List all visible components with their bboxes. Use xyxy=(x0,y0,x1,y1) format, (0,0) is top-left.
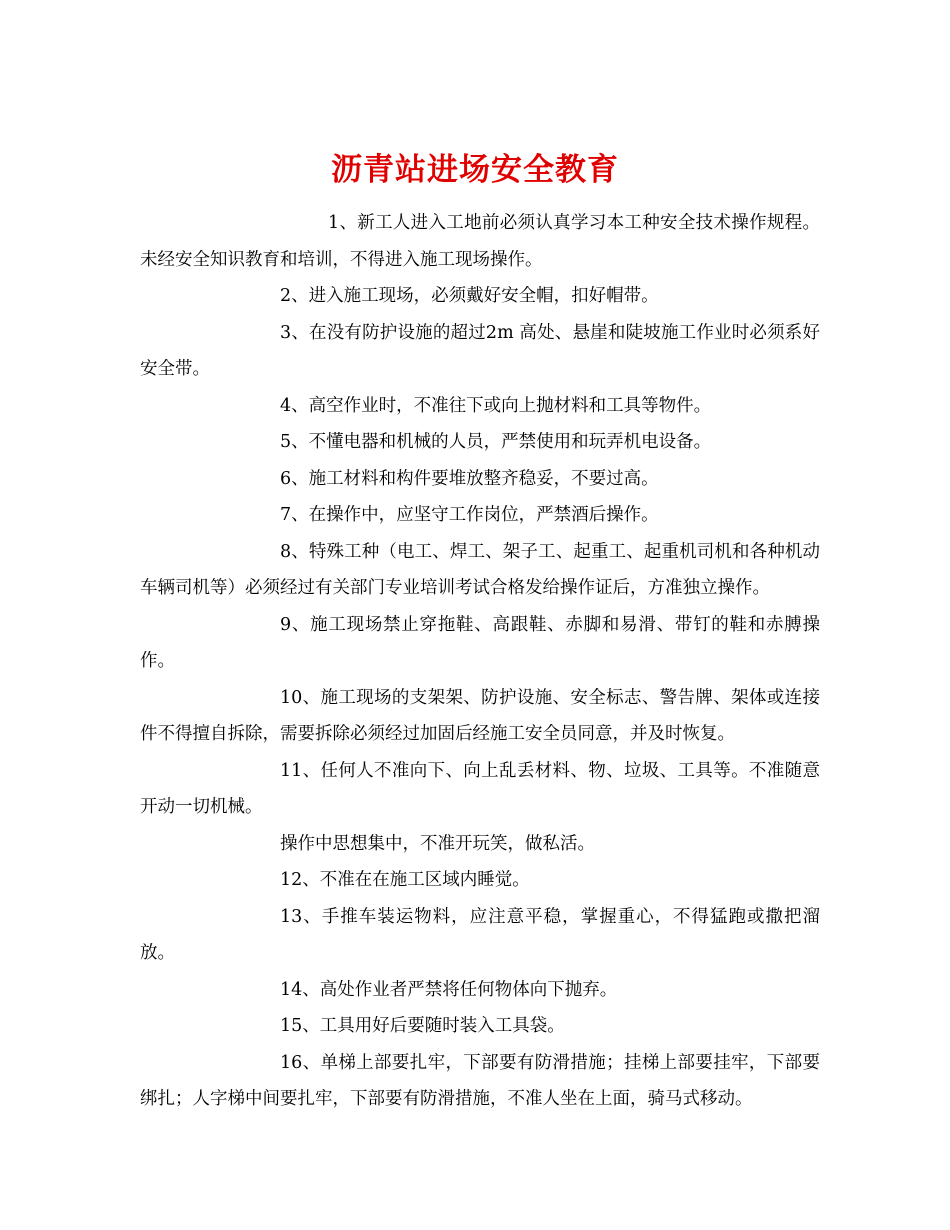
paragraph-focus: 操作中思想集中，不准开玩笑，做私活。 xyxy=(280,833,595,854)
paragraph-9: 9、施工现场禁止穿拖鞋、高跟鞋、赤脚和易滑、带钉的鞋和赤膊操作。 xyxy=(140,614,820,671)
document-title: 沥青站进场安全教育 xyxy=(331,151,619,188)
paragraph-3: 3、在没有防护设施的超过2m 高处、悬崖和陡坡施工作业时必须系好安全带。 xyxy=(140,322,820,379)
paragraph-10: 10、施工现场的支架架、防护设施、安全标志、警告牌、架体或连接件不得擅自拆除，需要拆除必须经过加固后经施工安全员同意，并及时恢复。 xyxy=(140,687,820,744)
paragraph-2: 2、进入施工现场，必须戴好安全帽，扣好帽带。 xyxy=(280,286,659,306)
paragraph-7: 7、在操作中，应坚守工作岗位，严禁酒后操作。 xyxy=(280,505,659,525)
paragraph-8: 8、特殊工种（电工、焊工、架子工、起重工、起重机司机和各种机动车辆司机等）必须经过有关部门专业培训考试合格发给操作证后，方准独立操作。 xyxy=(140,541,820,598)
paragraph-6: 6、施工材料和构件要堆放整齐稳妥，不要过高。 xyxy=(280,468,659,489)
paragraph-16: 16、单梯上部要扎牢，下部要有防滑措施；挂梯上部要挂牢，下部要绑扎；人字梯中间要扎牢，下部要有防滑措施，不准人坐在上面，骑马式移动。 xyxy=(140,1052,820,1109)
paragraph-1: 1、新工人进入工地前必须认真学习本工种安全技术操作规程。未经安全知识教育和培训，不得进入施工现场操作。 xyxy=(140,213,820,270)
paragraph-4: 4、高空作业时，不准往下或向上抛材料和工具等物件。 xyxy=(280,395,712,416)
paragraph-12: 12、不准在在施工区域内睡觉。 xyxy=(280,870,530,890)
paragraph-15: 15、工具用好后要随时装入工具袋。 xyxy=(280,1016,565,1036)
paragraph-14: 14、高处作业者严禁将任何物体向下抛弃。 xyxy=(280,979,618,1000)
paragraph-5: 5、不懂电器和机械的人员，严禁使用和玩弄机电设备。 xyxy=(280,432,712,452)
paragraph-11: 11、任何人不准向下、向上乱丢材料、物、垃圾、工具等。不准随意开动一切机械。 xyxy=(140,760,820,817)
document-body xyxy=(140,205,820,1118)
paragraph-13: 13、手推车装运物料，应注意平稳，掌握重心，不得猛跑或撒把溜放。 xyxy=(140,906,820,963)
